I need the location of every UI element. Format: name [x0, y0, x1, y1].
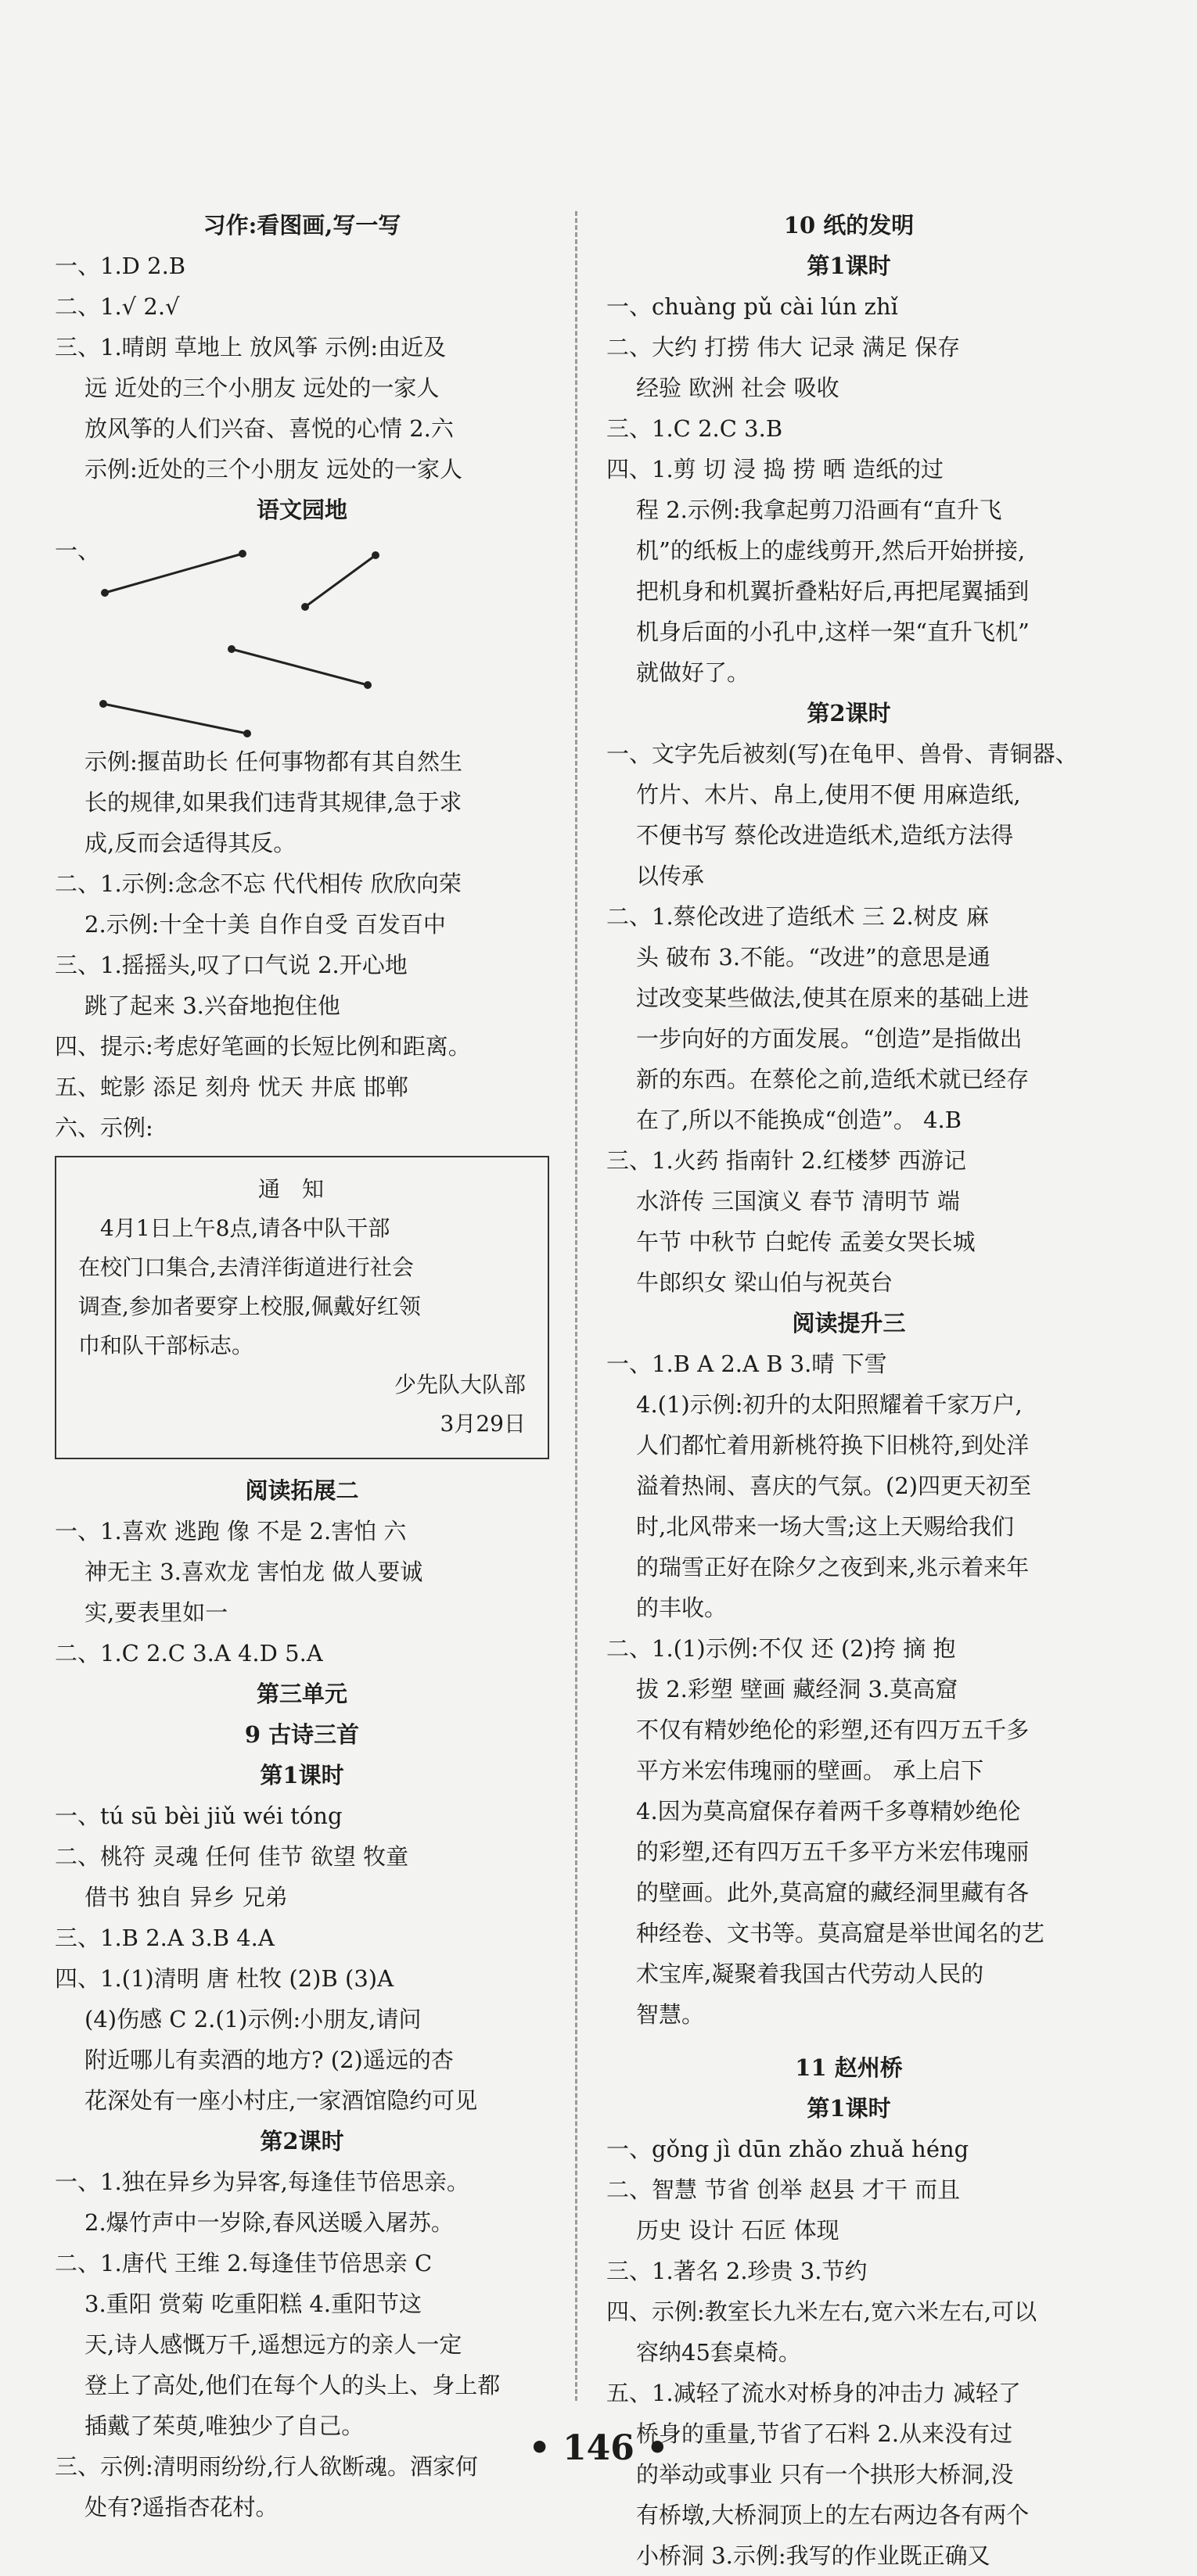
answer-line: 有桥墩,大桥洞顶上的左右两边各有两个 — [636, 2502, 1030, 2528]
answer-line: 跳了起来 3.兴奋地抱住他 — [84, 992, 340, 1019]
answer-line: 机身后面的小孔中,这样一架“直升飞机” — [636, 619, 1030, 645]
matching-dot — [101, 589, 109, 597]
matching-line — [305, 555, 376, 607]
right-column — [606, 205, 1091, 2576]
lesson-subtitle: 第1课时 — [260, 1762, 344, 1788]
answer-line: 二、1.示例:念念不忘 代代相传 欣欣向荣 — [55, 870, 462, 897]
answer-line: 经验 欧洲 社会 吸收 — [636, 375, 839, 401]
answer-line: 实,要表里如一 — [84, 1599, 228, 1626]
answer-line: 三、1.晴朗 草地上 放风筝 示例:由近及 — [55, 334, 447, 361]
notice-line: 在校门口集合,去清洋街道进行社会 — [78, 1254, 414, 1280]
answer-line: 四、提示:考虑好笔画的长短比例和距离。 — [55, 1033, 471, 1060]
notice-title: 通知 — [257, 1176, 346, 1202]
answer-line: 3.重阳 赏菊 吃重阳糕 4.重阳节这 — [84, 2291, 422, 2317]
answer-line: 就做好了。 — [636, 659, 750, 686]
answer-line: 示例:揠苗助长 任何事物都有其自然生 — [84, 748, 462, 775]
answer-line: 五、蛇影 添足 刻舟 忧天 井底 邯郸 — [55, 1074, 409, 1100]
answer-line: 竹片、木片、帛上,使用不便 用麻造纸, — [636, 781, 1021, 808]
notice-line: 4月1日上午8点,请各中队干部 — [100, 1215, 390, 1241]
answer-line: 示例:近处的三个小朋友 远处的一家人 — [84, 456, 462, 483]
answer-line: 种经卷、文书等。莫高窟是举世闻名的艺 — [636, 1920, 1045, 1946]
matching-dot — [243, 730, 251, 737]
section-title: 阅读提升三 — [792, 1310, 906, 1336]
answer-line: 花深处有一座小村庄,一家酒馆隐约可见 — [84, 2087, 478, 2114]
answer-line: 4.(1)示例:初升的太阳照耀着千家万户, — [636, 1391, 1023, 1418]
answer-line: 2.示例:十全十美 自作自受 百发百中 — [84, 911, 446, 938]
matching-diagram — [55, 530, 549, 741]
answer-line: 二、智慧 节省 创举 赵县 才干 而且 — [606, 2176, 961, 2203]
notice-line: 巾和队干部标志。 — [78, 1333, 254, 1358]
answer-line: 二、大约 打捞 伟大 记录 满足 保存 — [606, 334, 961, 361]
answer-line: 三、1.C 2.C 3.B — [606, 415, 783, 442]
answer-line: 一、1.D 2.B — [55, 253, 186, 279]
answer-line: 一、gǒng jì dūn zhǎo zhuǎ héng — [606, 2136, 969, 2162]
notice-line: 调查,参加者要穿上校服,佩戴好红领 — [78, 1293, 421, 1319]
page-number: • 146 • — [528, 2428, 669, 2468]
lesson-subtitle: 第2课时 — [807, 700, 891, 727]
notice-signature: 少先队大队部 — [394, 1372, 526, 1397]
unit-title: 第三单元 — [256, 1681, 347, 1707]
answer-line: 历史 设计 石匠 体现 — [636, 2217, 839, 2244]
spacer — [606, 2035, 1091, 2047]
answer-line: 机”的纸板上的虚线剪开,然后开始拼接, — [636, 537, 1026, 564]
answer-line: 二、1.唐代 王维 2.每逢佳节倍思亲 C — [55, 2250, 433, 2276]
answer-line: 处有?遥指杏花村。 — [84, 2494, 279, 2520]
answer-line: 二、1.√ 2.√ — [55, 293, 180, 320]
answer-line: 四、示例:教室长九米左右,宽六米左右,可以 — [606, 2298, 1037, 2325]
matching-dot — [372, 551, 379, 559]
answer-line: 小桥洞 3.示例:我写的作业既正确又 — [636, 2542, 990, 2569]
answer-line: 三、1.火药 指南针 2.红楼梦 西游记 — [606, 1147, 966, 1174]
matching-dot — [364, 681, 372, 689]
answer-line: 智慧。 — [636, 2001, 705, 2028]
answer-line: 二、桃符 灵魂 任何 佳节 欲望 牧童 — [55, 1843, 409, 1870]
answer-line: 远 近处的三个小朋友 远处的一家人 — [84, 375, 440, 401]
answer-line: 人们都忙着用新桃符换下旧桃符,到处洋 — [636, 1432, 1030, 1458]
answer-line: 六、示例: — [55, 1114, 153, 1141]
answer-line: 一、1.B A 2.A B 3.晴 下雪 — [606, 1351, 887, 1377]
answer-line: 附近哪儿有卖酒的地方? (2)遥远的杏 — [84, 2047, 454, 2073]
answer-line: 头 破布 3.不能。“改进”的意思是通 — [636, 944, 990, 970]
answer-line: 一、1.独在异乡为异客,每逢佳节倍思亲。 — [55, 2169, 469, 2195]
answer-line: 的举动或事业 只有一个拱形大桥洞,没 — [636, 2461, 1014, 2488]
lesson-title: 10 纸的发明 — [783, 212, 915, 239]
answer-line: 三、1.B 2.A 3.B 4.A — [55, 1925, 275, 1951]
answer-line: 放风筝的人们兴奋、喜悦的心情 2.六 — [84, 415, 454, 442]
matching-dot — [301, 603, 309, 611]
answer-line: 溢着热闹、喜庆的气氛。(2)四更天初至 — [636, 1473, 1032, 1499]
answer-line: 在了,所以不能换成“创造”。 4.B — [636, 1107, 962, 1133]
section-title: 习作:看图画,写一写 — [203, 212, 401, 239]
answer-line: 插戴了茱萸,唯独少了自己。 — [84, 2413, 365, 2439]
answer-line: 成,反而会适得其反。 — [84, 830, 297, 856]
answer-line: 拔 2.彩塑 壁画 藏经洞 3.莫高窟 — [636, 1676, 958, 1702]
answer-line: 三、1.著名 2.珍贵 3.节约 — [606, 2258, 868, 2284]
matching-dot — [239, 550, 246, 558]
answer-line: 过改变某些做法,使其在原来的基础上进 — [636, 985, 1030, 1011]
answer-line: 借书 独自 异乡 兄弟 — [84, 1884, 288, 1910]
answer-line: 神无主 3.喜欢龙 害怕龙 做人要诚 — [84, 1559, 423, 1585]
matching-line — [103, 704, 247, 734]
answer-line: 二、1.蔡伦改进了造纸术 三 2.树皮 麻 — [606, 903, 989, 930]
answer-line: 一、 — [55, 537, 101, 564]
answer-line: 的壁画。此外,莫高窟的藏经洞里藏有各 — [636, 1879, 1030, 1906]
column-divider — [575, 211, 577, 2401]
answer-line: 一、1.喜欢 逃跑 像 不是 2.害怕 六 — [55, 1518, 407, 1545]
answer-line: 一、文字先后被刻(写)在龟甲、兽骨、青铜器、 — [606, 741, 1078, 767]
answer-line: 三、示例:清明雨纷纷,行人欲断魂。酒家何 — [55, 2453, 478, 2480]
answer-line: 二、1.C 2.C 3.A 4.D 5.A — [55, 1640, 323, 1667]
matching-line — [105, 554, 243, 593]
answer-line: 天,诗人感慨万千,遥想远方的亲人一定 — [84, 2331, 462, 2358]
answer-line: 二、1.(1)示例:不仅 还 (2)挎 摘 抱 — [606, 1635, 956, 1662]
matching-dot — [99, 700, 107, 708]
matching-lines-svg — [55, 530, 549, 741]
answer-line: 时,北风带来一场大雪;这上天赐给我们 — [636, 1513, 1014, 1540]
answer-line: 新的东西。在蔡伦之前,造纸术就已经存 — [636, 1066, 1030, 1092]
left-column — [55, 205, 549, 2528]
answer-line: 容纳45套桌椅。 — [636, 2339, 801, 2366]
lesson-subtitle: 第2课时 — [260, 2128, 344, 2154]
answer-line: 4.因为莫高窟保存着两千多尊精妙绝伦 — [636, 1798, 1021, 1824]
answer-line: 2.爆竹声中一岁除,春风送暖入屠苏。 — [84, 2209, 454, 2236]
answer-line: 一、tú sū bèi jiǔ wéi tóng — [55, 1803, 343, 1829]
answer-line: 一、chuàng pǔ cài lún zhǐ — [606, 293, 898, 320]
answer-line: 三、1.摇摇头,叹了口气说 2.开心地 — [55, 952, 408, 978]
answer-line: 午节 中秋节 白蛇传 孟姜女哭长城 — [636, 1229, 976, 1255]
answer-line: 登上了高处,他们在每个人的头上、身上都 — [84, 2372, 501, 2398]
answer-line: 牛郎织女 梁山伯与祝英台 — [636, 1269, 893, 1296]
answer-line: 不便书写 蔡伦改进造纸术,造纸方法得 — [636, 822, 1014, 849]
matching-line — [232, 649, 368, 685]
answer-line: 水浒传 三国演义 春节 清明节 端 — [636, 1188, 960, 1214]
answer-line: (4)伤感 C 2.(1)示例:小朋友,请问 — [84, 2006, 422, 2032]
notice-box — [55, 1156, 549, 1459]
answer-line: 平方米宏伟瑰丽的壁画。 承上启下 — [636, 1757, 984, 1784]
answer-line: 五、1.减轻了流水对桥身的冲击力 减轻了 — [606, 2380, 1021, 2406]
matching-dot — [228, 645, 235, 653]
answer-line: 把机身和机翼折叠粘好后,再把尾翼插到 — [636, 578, 1030, 605]
answer-line: 的瑞雪正好在除夕之夜到来,兆示着来年 — [636, 1554, 1030, 1580]
lesson-subtitle: 第1课时 — [807, 2095, 891, 2122]
answer-line: 术宝库,凝聚着我国古代劳动人民的 — [636, 1961, 984, 1987]
section-title: 语文园地 — [256, 497, 347, 523]
answer-line: 四、1.剪 切 浸 捣 捞 晒 造纸的过 — [606, 456, 944, 483]
answer-line: 的丰收。 — [636, 1595, 728, 1621]
lesson-title: 11 赵州桥 — [795, 2054, 903, 2081]
answer-line: 不仅有精妙绝伦的彩塑,还有四万五千多 — [636, 1717, 1030, 1743]
answer-line: 四、1.(1)清明 唐 杜牧 (2)B (3)A — [55, 1965, 394, 1992]
answer-line: 以传承 — [636, 863, 705, 889]
lesson-subtitle: 第1课时 — [807, 253, 891, 279]
answer-line: 一步向好的方面发展。“创造”是指做出 — [636, 1025, 1023, 1052]
answer-line: 桥身的重量,节省了石料 2.从来没有过 — [636, 2420, 1013, 2447]
answer-line: 的彩塑,还有四万五千多平方米宏伟瑰丽 — [636, 1839, 1030, 1865]
section-title: 阅读拓展二 — [245, 1477, 359, 1504]
answer-line: 程 2.示例:我拿起剪刀沿画有“直升飞 — [636, 497, 1002, 523]
answer-line: 长的规律,如果我们违背其规律,急于求 — [84, 789, 462, 816]
notice-date: 3月29日 — [440, 1411, 526, 1437]
lesson-title: 9 古诗三首 — [244, 1721, 360, 1748]
